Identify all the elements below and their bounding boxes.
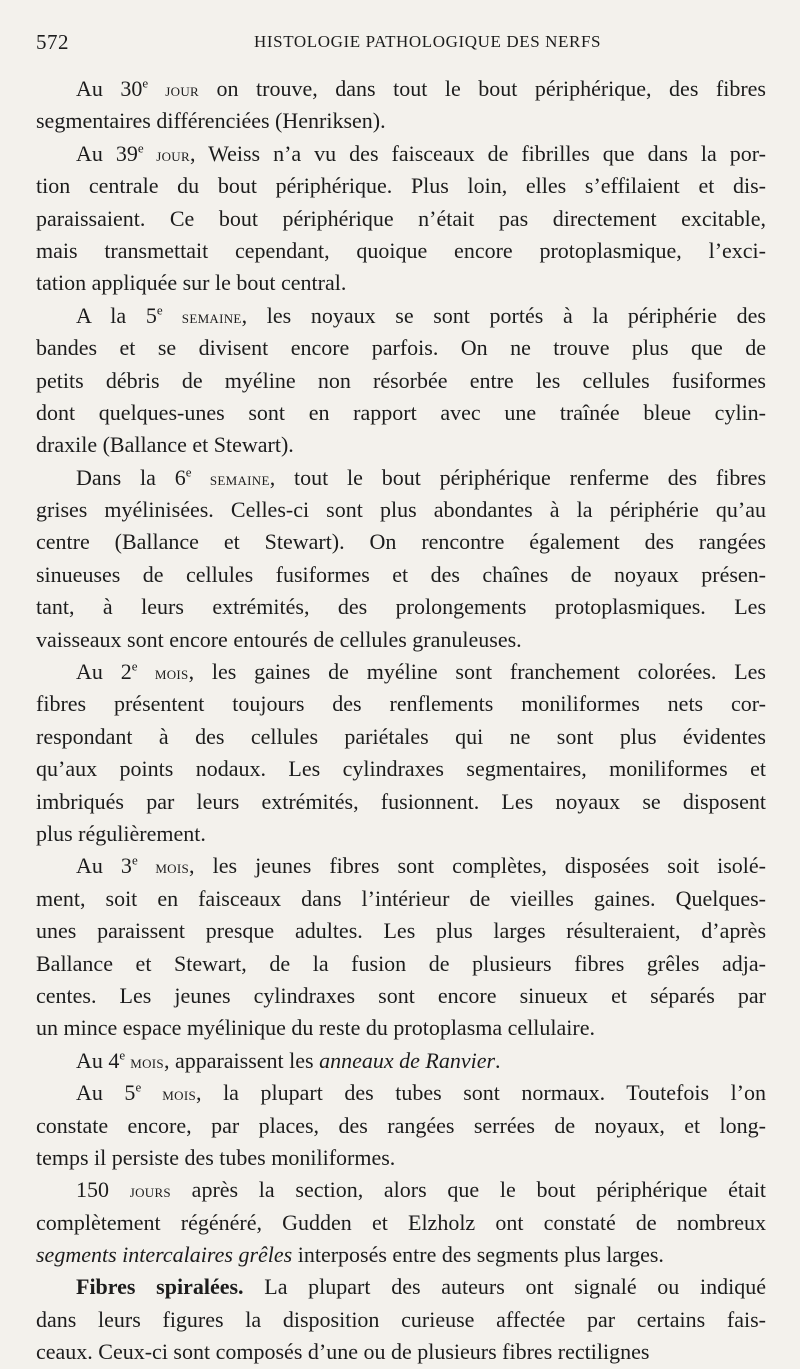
text-line <box>36 1174 766 1206</box>
text-line <box>36 850 766 882</box>
text-line <box>36 1336 766 1368</box>
text-line <box>36 1142 766 1174</box>
text-run: Au 4 <box>76 1047 120 1073</box>
text-line <box>36 105 766 137</box>
text-line <box>36 365 766 397</box>
text-run: imbriqués par leurs extrémités, fusionnent. Les noyaux se disposent <box>36 788 766 814</box>
text-run: qu’aux points nodaux. Les cylindraxes segmentaires, moniliformes et <box>36 756 766 782</box>
text-run: , apparaissent les <box>163 1047 320 1073</box>
text-line <box>36 235 766 267</box>
text-run: petits débris de myéline non résorbée entre les cellules fusiformes <box>36 367 766 393</box>
text-run: Au 30 <box>76 76 143 101</box>
text-run: e <box>185 464 192 480</box>
text-run: tation appliquée sur le bout central. <box>36 270 347 296</box>
text-run: complètement régénéré, Gudden et Elzholz ont constaté de nombreux <box>36 1209 766 1235</box>
text-run: unes paraissent presque adultes. Les plus larges résulteraient, d’après <box>36 918 766 944</box>
text-run: , les jeunes fibres sont complètes, disposées soit isolé- <box>189 853 766 879</box>
text-line <box>36 397 766 429</box>
paragraph <box>36 1077 766 1174</box>
text-run: respondant à des cellules pariétales qui ne sont plus évidentes <box>36 723 766 749</box>
text-run: . <box>495 1047 501 1073</box>
text-run: jour <box>143 144 190 166</box>
text-line <box>36 429 766 461</box>
text-run: Au 2 <box>76 659 132 685</box>
text-run: centre (Ballance et Stewart). On rencontre également des rangées <box>36 529 766 555</box>
paragraph <box>36 1045 766 1077</box>
text-run: paraissaient. Ce bout périphérique n’était pas directement excitable, <box>36 205 766 231</box>
text-run: , les noyaux se sont portés à la périphérie des <box>241 302 766 328</box>
text-line <box>36 526 766 558</box>
text-line <box>36 203 766 235</box>
text-run: semaine <box>191 468 270 490</box>
text-line <box>36 1045 766 1077</box>
text-run: fibres présentent toujours des renflements moniliformes nets cor- <box>36 691 766 717</box>
text-line <box>36 1304 766 1336</box>
text-run: après la section, alors que le bout périphérique était <box>170 1177 767 1203</box>
paragraph <box>36 656 766 850</box>
section-heading: Fibres spiralées. <box>76 1274 244 1300</box>
text-run: e <box>137 140 144 156</box>
text-run: tion centrale du bout périphérique. Plus loin, elles s’effilaient et dis- <box>36 173 766 199</box>
paragraph <box>36 462 766 656</box>
text-line <box>36 883 766 915</box>
text-line <box>36 1207 766 1239</box>
text-line <box>36 462 766 494</box>
text-line <box>36 1012 766 1044</box>
text-run: e <box>119 1047 126 1063</box>
text-run: , la plupart des tubes sont normaux. Toutefois l’on <box>196 1080 767 1106</box>
text-line <box>36 494 766 526</box>
text-run: dont quelques-unes sont en rapport avec une traînée bleue cylin- <box>36 399 766 425</box>
text-line <box>36 818 766 850</box>
text-run: Au 39 <box>76 140 138 166</box>
text-line <box>36 1239 766 1271</box>
text-run: e <box>131 658 138 674</box>
text-line <box>36 786 766 818</box>
text-run: grises myélinisées. Celles-ci sont plus abondantes à la périphérie qu’au <box>36 497 766 523</box>
text-run: vaisseaux sont encore entourés de cellules granuleuses. <box>36 626 522 652</box>
text-run: ceaux. Ceux-ci sont composés d’une ou de plusieurs fibres rectilignes <box>36 1339 650 1365</box>
text-run: dans leurs figures la disposition curieuse affectée par certains fais- <box>36 1306 766 1332</box>
paragraph <box>36 1271 766 1368</box>
text-run: sinueuses de cellules fusiformes et des chaînes de noyaux présen- <box>36 561 766 587</box>
text-run: , les gaines de myéline sont franchement colorées. Les <box>188 659 766 685</box>
text-line <box>36 688 766 720</box>
text-run: e <box>156 302 163 318</box>
text-run: tant, à leurs extrémités, des prolongements protoplasmiques. Les <box>36 594 766 620</box>
text-line <box>36 753 766 785</box>
text-line <box>36 1110 766 1142</box>
text-line <box>36 915 766 947</box>
text-run: , tout le bout périphérique renferme des fibres <box>269 464 767 490</box>
paragraph <box>36 138 766 300</box>
text-run: , Weiss n’a vu des faisceaux de fibrilles que dans la por- <box>189 140 766 166</box>
text-line <box>36 559 766 591</box>
text-line <box>36 948 766 980</box>
text-line <box>36 721 766 753</box>
paragraph <box>36 1174 766 1271</box>
text-run: Ballance et Stewart, de la fusion de plusieurs fibres grêles adja- <box>36 950 766 976</box>
text-run: plus régulièrement. <box>36 820 206 846</box>
page-header <box>36 30 766 60</box>
text-run: e <box>131 853 138 869</box>
text-line <box>36 138 766 170</box>
text-run: La plupart des auteurs ont signalé ou indiqué <box>243 1274 766 1300</box>
text-run: e <box>135 1079 142 1095</box>
body-text <box>36 73 766 1369</box>
text-run: Au 3 <box>76 853 132 879</box>
text-line <box>36 300 766 332</box>
text-run: draxile (Ballance et Stewart). <box>36 432 294 458</box>
text-run: A la 5 <box>76 302 157 328</box>
text-line <box>36 267 766 299</box>
text-run: interposés entre des segments plus larges. <box>292 1242 664 1268</box>
text-line <box>36 1077 766 1109</box>
text-run: mois <box>137 857 190 879</box>
running-head: HISTOLOGIE PATHOLOGIQUE DES NERFS <box>254 32 602 51</box>
text-run: temps il persiste des tubes moniliformes. <box>36 1144 396 1170</box>
text-run: mais transmettait cependant, quoique encore protoplasmique, l’exci- <box>36 237 766 263</box>
paragraph <box>36 850 766 1044</box>
text-line <box>36 624 766 656</box>
text-run: jour <box>148 80 199 101</box>
text-run: constate encore, par places, des rangées serrées de noyaux, et long- <box>36 1112 766 1138</box>
text-run: Dans la 6 <box>76 464 186 490</box>
text-line <box>36 73 766 105</box>
text-run: un mince espace myélinique du reste du protoplasma cellulaire. <box>36 1015 595 1041</box>
text-line <box>36 170 766 202</box>
text-run: on trouve, dans tout le bout périphérique, des fibres <box>198 76 766 101</box>
text-run: ment, soit en faisceaux dans l’intérieur de vieilles gaines. Quelques- <box>36 885 766 911</box>
text-run: mois <box>125 1051 164 1073</box>
text-run: bandes et se divisent encore parfois. On ne trouve plus que de <box>36 335 766 361</box>
text-run: mois <box>137 663 189 685</box>
text-run: 150 <box>76 1177 130 1203</box>
text-line <box>36 1271 766 1303</box>
text-line <box>36 656 766 688</box>
text-run: e <box>142 75 149 91</box>
text-run: segmentaires différenciées (Henriksen). <box>36 108 386 134</box>
text-run: mois <box>141 1084 197 1106</box>
page-number: 572 <box>36 30 69 54</box>
paragraph <box>36 73 766 138</box>
italic-term: anneaux de Ranvier <box>319 1047 496 1073</box>
text-run: semaine <box>162 306 242 328</box>
paragraph <box>36 300 766 462</box>
text-run: Au 5 <box>76 1080 136 1106</box>
text-line <box>36 980 766 1012</box>
text-run: centes. Les jeunes cylindraxes sont encore sinueux et séparés par <box>36 982 766 1008</box>
text-line <box>36 332 766 364</box>
text-line <box>36 591 766 623</box>
text-run: jours <box>129 1181 171 1203</box>
italic-term: segments intercalaires grêles <box>36 1242 293 1268</box>
